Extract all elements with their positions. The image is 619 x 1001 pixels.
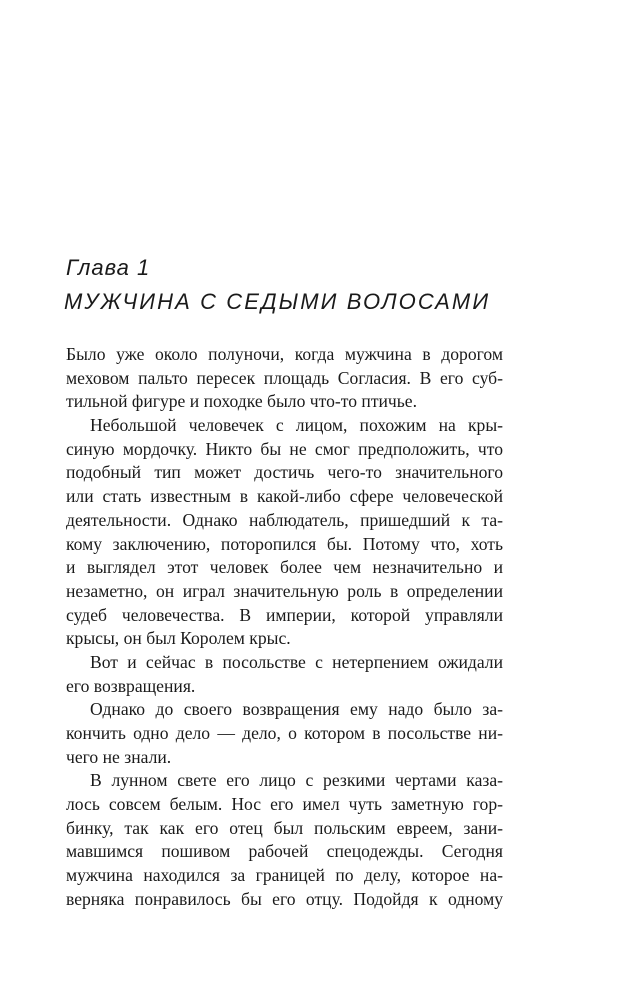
text-line: судеб человечества. В империи, которой управляли	[66, 604, 503, 625]
text-line: мужчина находился за границей по делу, которое на-	[66, 865, 503, 886]
text-line: кончить одно дело — дело, о котором в посольстве ни-	[66, 723, 503, 743]
text-line: подобный тип может достичь чего-то значительного	[66, 462, 503, 483]
text-line: верняка понравилось бы его отцу. Подойдя к одному	[66, 888, 503, 909]
text-line: или стать известным в какой-либо сфере человеческой	[66, 486, 503, 507]
text-line: лось совсем белым. Нос его имел чуть заметную гор-	[66, 794, 503, 815]
text-line: Было уже около полуночи, когда мужчина в дорогом	[66, 344, 503, 364]
text-line: мавшимся пошивом рабочей спецодежды. Сегодня	[66, 841, 503, 862]
text-line: незаметно, он играл значительную роль в определении	[66, 580, 503, 601]
text-line: Вот и сейчас в посольстве с нетерпением ожидали	[90, 651, 503, 672]
text-line: кому заключению, поторопился бы. Потому что, хоть	[66, 533, 503, 554]
text-line: меховом пальто пересек площадь Согласия. В его суб-	[66, 367, 503, 388]
chapter-title: МУЖЧИНА С СЕДЫМИ ВОЛОСАМИ	[64, 289, 491, 314]
body-text	[66, 343, 503, 912]
text-line: деятельности. Однако наблюдатель, пришедший к та-	[66, 509, 503, 530]
text-line: бинку, так как его отец был польским евреем, зани-	[66, 817, 503, 838]
chapter-number: Глава 1	[66, 255, 151, 280]
text-line: чего не знали.	[66, 746, 172, 767]
text-line: тильной фигуре и походке было что-то птичье.	[66, 391, 417, 412]
text-line: и выглядел этот человек более чем незначительно и	[66, 557, 503, 578]
text-line: В лунном свете его лицо с резкими чертами каза-	[90, 770, 503, 791]
text-line: крысы, он был Королем крыс.	[66, 628, 291, 649]
text-line: Однако до своего возвращения ему надо было за-	[90, 699, 503, 720]
text-line: синую мордочку. Никто бы не смог предположить, что	[66, 438, 503, 459]
text-line: его возвращения.	[66, 675, 196, 696]
text-line: Небольшой человечек с лицом, похожим на кры-	[90, 415, 503, 436]
